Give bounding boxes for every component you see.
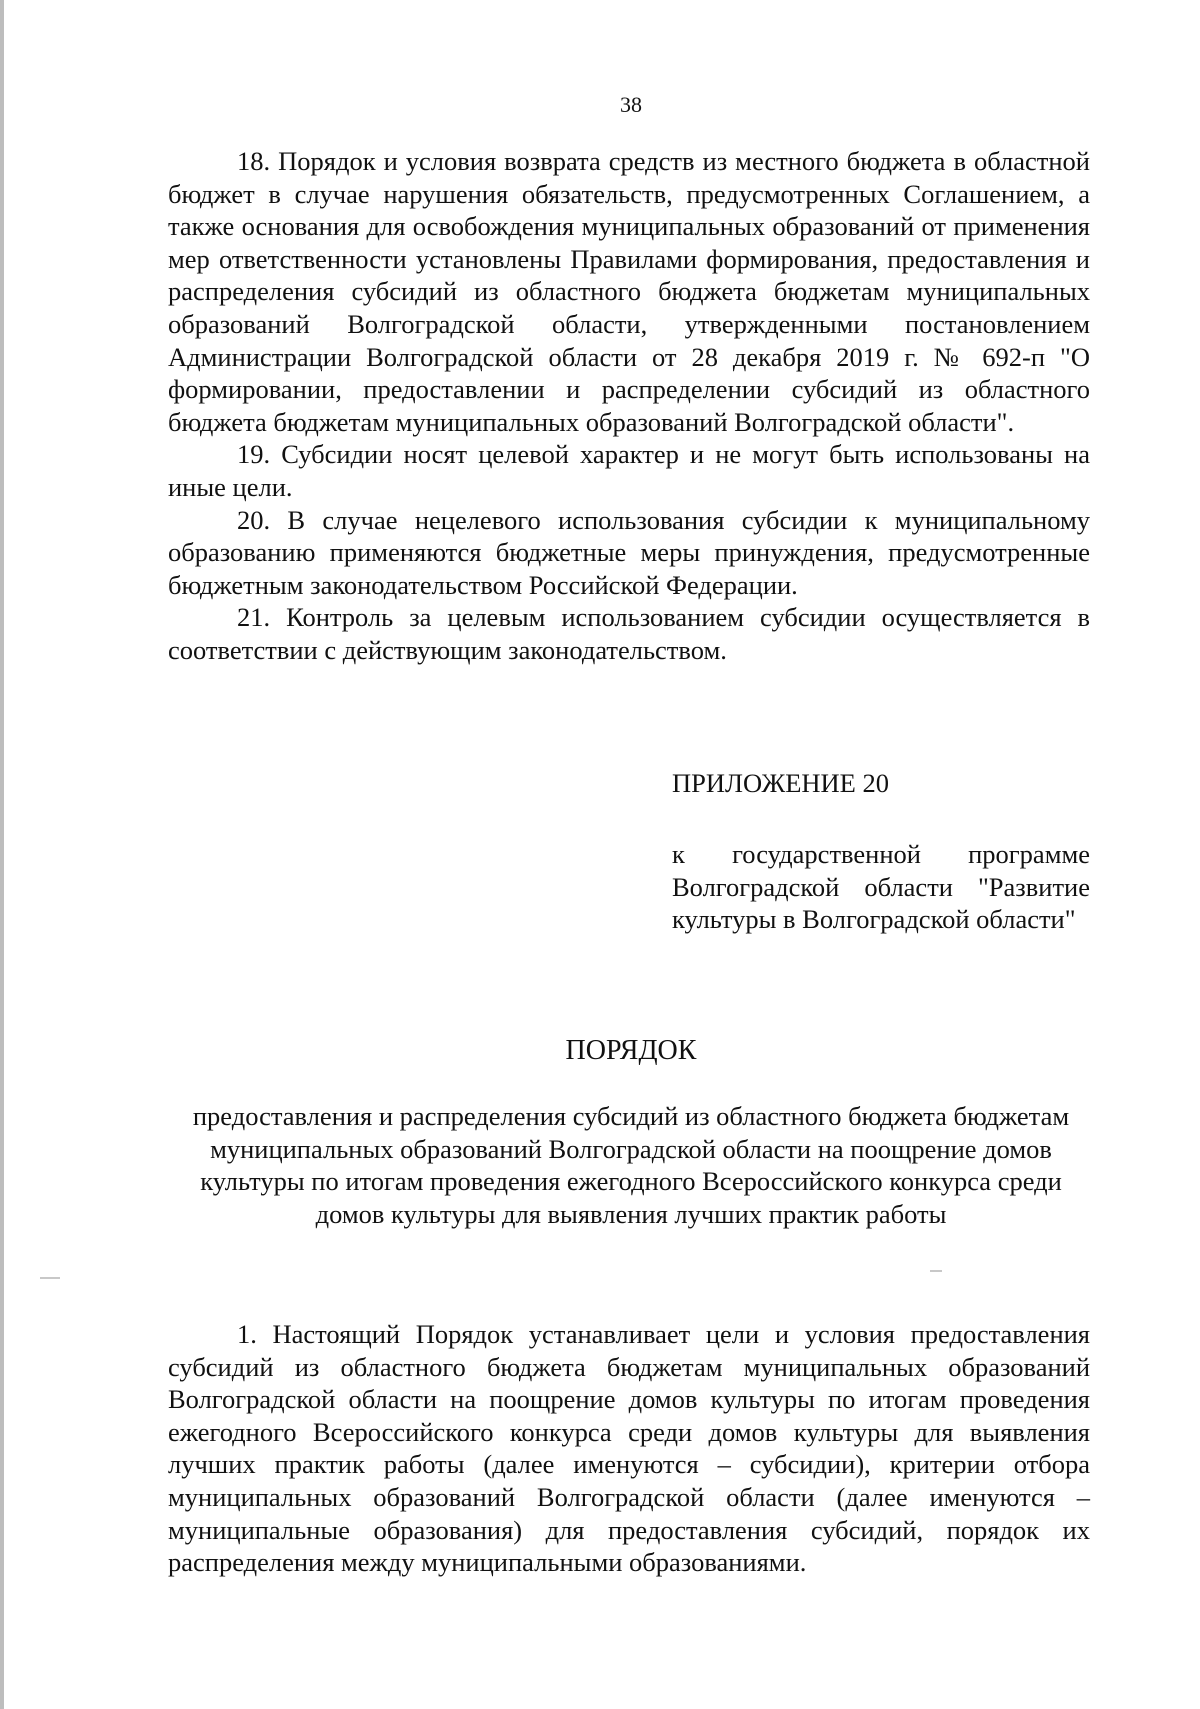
- order-title: ПОРЯДОК: [565, 1035, 697, 1066]
- appendix-reference: к государственной программе Волгоградской области "Развитие культуры в Волгоградской области": [672, 839, 1090, 935]
- page-number: 38: [620, 92, 642, 117]
- paragraph-21: 21. Контроль за целевым использованием субсидии осуществляется в соответствии с действующим законодательством.: [168, 602, 1090, 665]
- paragraph-19: 19. Субсидии носят целевой характер и не могут быть использованы на иные цели.: [168, 439, 1090, 502]
- sections-block: [168, 145, 1090, 667]
- scan-edge: [0, 0, 4, 1709]
- scan-mark: [40, 1277, 60, 1279]
- paragraph-18: 18. Порядок и условия возврата средств из местного бюджета в областной бюджет в случае нарушения обязательств, предусмотренных Соглашением, а также основания для освобождения муниципальных образований от применения мер ответственности установлены Правилами формирования, предоставления и распределения субсидий из областного бюджета бюджетам муниципальных образований Волгоградской области, утвержденными постановлением Администрации Волгоградской области от 28 декабря 2019 г. № 692-п "О формировании, предоставлении и распределении субсидий из областного бюджета бюджетам муниципальных образований Волгоградской области".: [168, 146, 1090, 437]
- paragraph-1: 1. Настоящий Порядок устанавливает цели и условия предоставления субсидий из областного бюджета бюджетам муниципальных образований Волгоградской области на поощрение домов культуры по итогам проведения ежегодного Всероссийского конкурса среди домов культуры для выявления лучших практик работы (далее именуются – субсидии), критерии отбора муниципальных образований Волгоградской области (далее именуются – муниципальные образования) для предоставления субсидий, порядок их распределения между муниципальными образованиями.: [168, 1319, 1090, 1578]
- scan-mark: [930, 1270, 942, 1272]
- paragraph-20: 20. В случае нецелевого использования субсидии к муниципальному образованию применяются бюджетные меры принуждения, предусмотренные бюджетным законодательством Российской Федерации.: [168, 504, 1090, 600]
- appendix-title: ПРИЛОЖЕНИЕ 20: [672, 768, 889, 798]
- clauses-block: [168, 1318, 1090, 1579]
- order-subtitle: предоставления и распределения субсидий из областного бюджета бюджетам муниципальных образований Волгоградской области на поощрение домов культуры по итогам проведения ежегодного Всероссийского конкурса среди домов культуры для выявления лучших практик работы: [192, 1101, 1070, 1229]
